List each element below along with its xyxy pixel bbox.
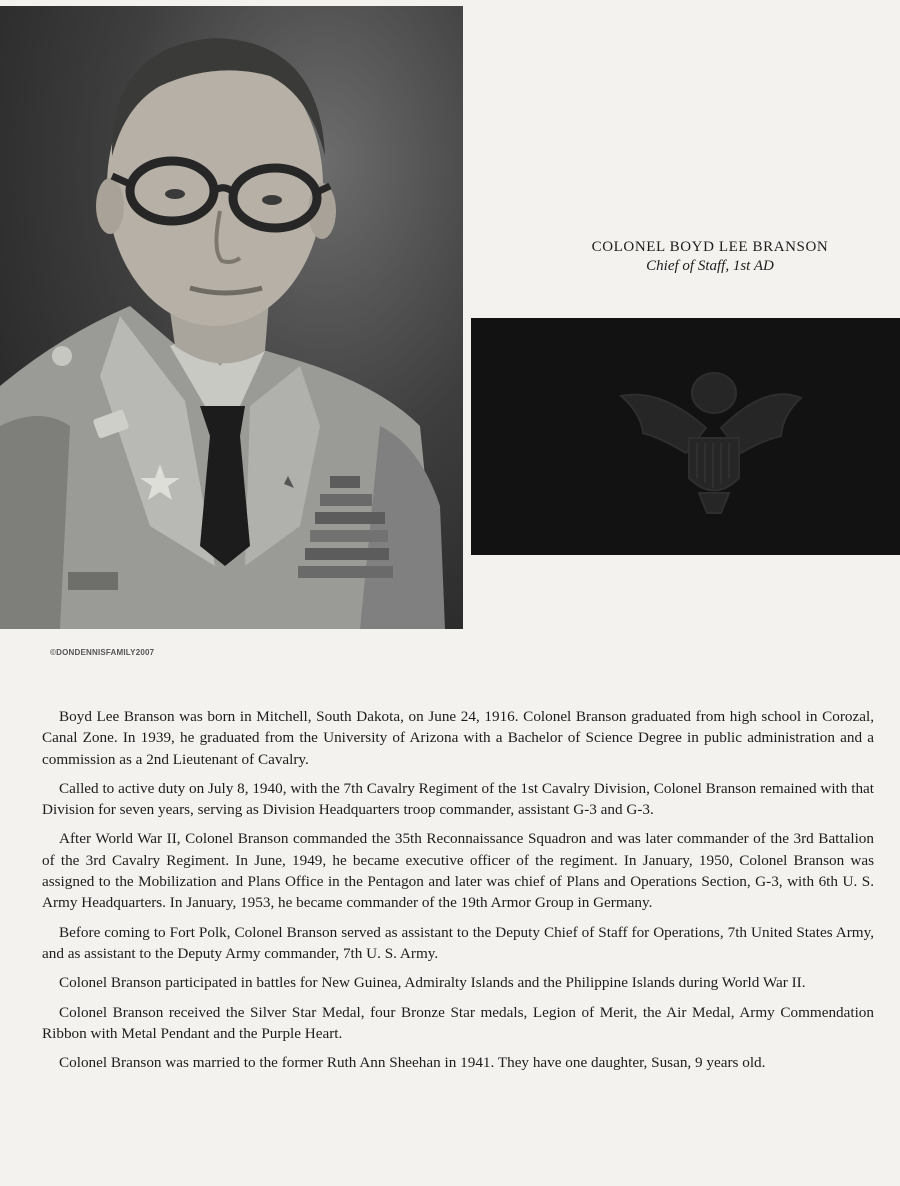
portrait-photo: [0, 6, 463, 629]
biography: [42, 706, 874, 1081]
biography-paragraph: Boyd Lee Branson was born in Mitchell, South Dakota, on June 24, 1916. Colonel Branson graduated from high school in Corozal, Canal Zone. In 1939, he graduated from the University of Arizona with a Bachelor of Science Degree in public administration and a commission as a 2nd Lieutenant of Cavalry.: [42, 708, 874, 768]
biography-paragraph: Before coming to Fort Polk, Colonel Branson served as assistant to the Deputy Chief of Staff for Operations, 7th United States Army, and as assistant to the Deputy Army commander, 7th U. S. Army.: [42, 923, 874, 962]
title-block: [540, 238, 880, 276]
biography-paragraph: Colonel Branson received the Silver Star Medal, four Bronze Star medals, Legion of Merit, the Air Medal, Army Commendation Ribbon with Metal Pendant and the Purple Heart.: [42, 1003, 874, 1042]
portrait-illustration: [0, 6, 463, 629]
person-name: COLONEL BOYD LEE BRANSON: [591, 239, 829, 255]
biography-paragraph: Colonel Branson participated in battles for New Guinea, Admiralty Islands and the Philippine Islands during World War II.: [59, 974, 806, 992]
seal-panel: [471, 318, 900, 555]
person-role: Chief of Staff, 1st AD: [646, 258, 774, 274]
biography-paragraph: Called to active duty on July 8, 1940, with the 7th Cavalry Regiment of the 1st Cavalry Division, Colonel Branson remained with that Division for seven years, serving as Division Headquarters troop commander, assistant G-3 and G-3.: [42, 779, 874, 819]
biography-paragraph: Colonel Branson was married to the former Ruth Ann Sheehan in 1941. They have one daughter, Susan, 9 years old.: [59, 1054, 766, 1072]
copyright-mark: ©DONDENNISFAMILY2007: [50, 648, 155, 657]
eagle-seal-icon: [471, 318, 900, 555]
biography-paragraph: After World War II, Colonel Branson commanded the 35th Reconnaissance Squadron and was later commander of the 3rd Battalion of the 3rd Cavalry Regiment. In June, 1949, he became executive officer of the regiment. In January, 1950, Colonel Branson was assigned to the Mobilization and Plans Office in the Pentagon and later was chief of Plans and Operations Section, G-3, with 6th U. S. Army Headquarters. In January, 1953, he became commander of the 19th Armor Group in Germany.: [42, 830, 874, 912]
